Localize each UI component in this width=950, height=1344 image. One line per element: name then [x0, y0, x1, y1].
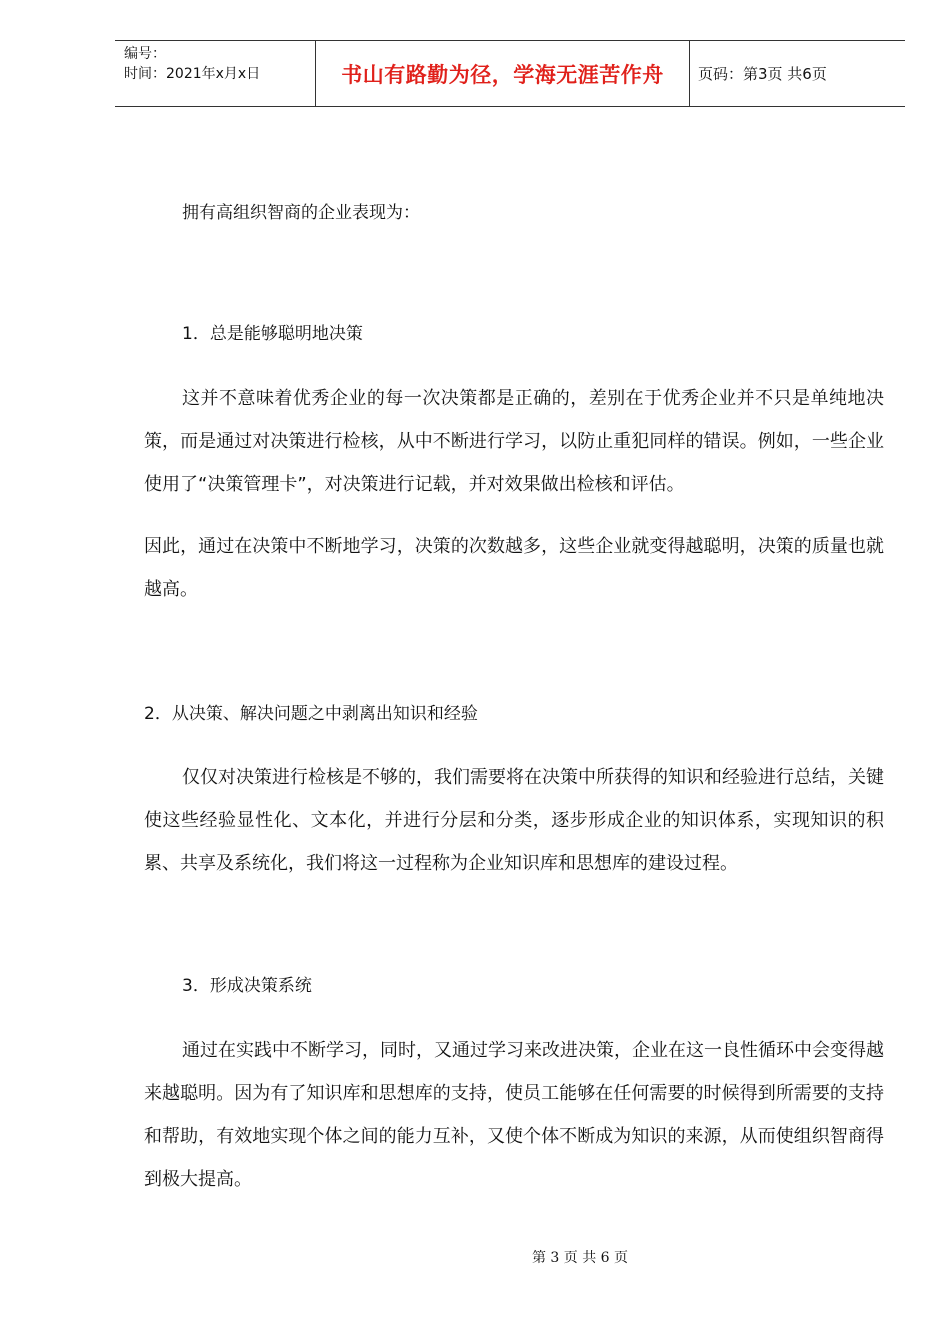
section-2-heading: 2．从决策、解决问题之中剥离出知识和经验 [144, 704, 478, 724]
intro-text: 拥有高组织智商的企业表现为： [182, 203, 420, 223]
serial-label: 编号： [124, 46, 166, 62]
date-label: 时间：2021年x月x日 [124, 66, 261, 82]
section-1-paragraph-2: 因此，通过在决策中不断地学习，决策的次数越多，这些企业就变得越聪明，决策的质量也就越高。 [144, 536, 884, 600]
section-1-paragraph-1: 这并不意味着优秀企业的每一次决策都是正确的，差别在于优秀企业并不只是单纯地决策，而是通过对决策进行检核，从中不断进行学习，以防止重犯同样的错误。例如，一些企业使用了“决策管理卡”，对决策进行记载，并对效果做出检核和评估。 [144, 388, 884, 495]
section-1-heading: 1．总是能够聪明地决策 [182, 324, 363, 344]
header-meta [115, 41, 316, 106]
page-header [115, 40, 905, 107]
section-3-paragraph-1: 通过在实践中不断学习，同时，又通过学习来改进决策，企业在这一良性循环中会变得越来越聪明。因为有了知识库和思想库的支持，使员工能够在任何需要的时候得到所需要的支持和帮助，有效地实现个体之间的能力互补，又使个体不断成为知识的来源，从而使组织智商得到极大提高。 [144, 1040, 884, 1190]
header-page-info: 页码：第3页 共6页 [698, 65, 827, 83]
section-2-paragraph-1: 仅仅对决策进行检核是不够的，我们需要将在决策中所获得的知识和经验进行总结，关键使这些经验显性化、文本化，并进行分层和分类，逐步形成企业的知识体系，实现知识的积累、共享及系统化，我们将这一过程称为企业知识库和思想库的建设过程。 [144, 767, 884, 874]
section-3-heading: 3．形成决策系统 [182, 976, 312, 996]
page-footer: 第 3 页 共 6 页 [531, 1250, 629, 1266]
header-motto: 书山有路勤为径，学海无涯苦作舟 [316, 41, 690, 106]
